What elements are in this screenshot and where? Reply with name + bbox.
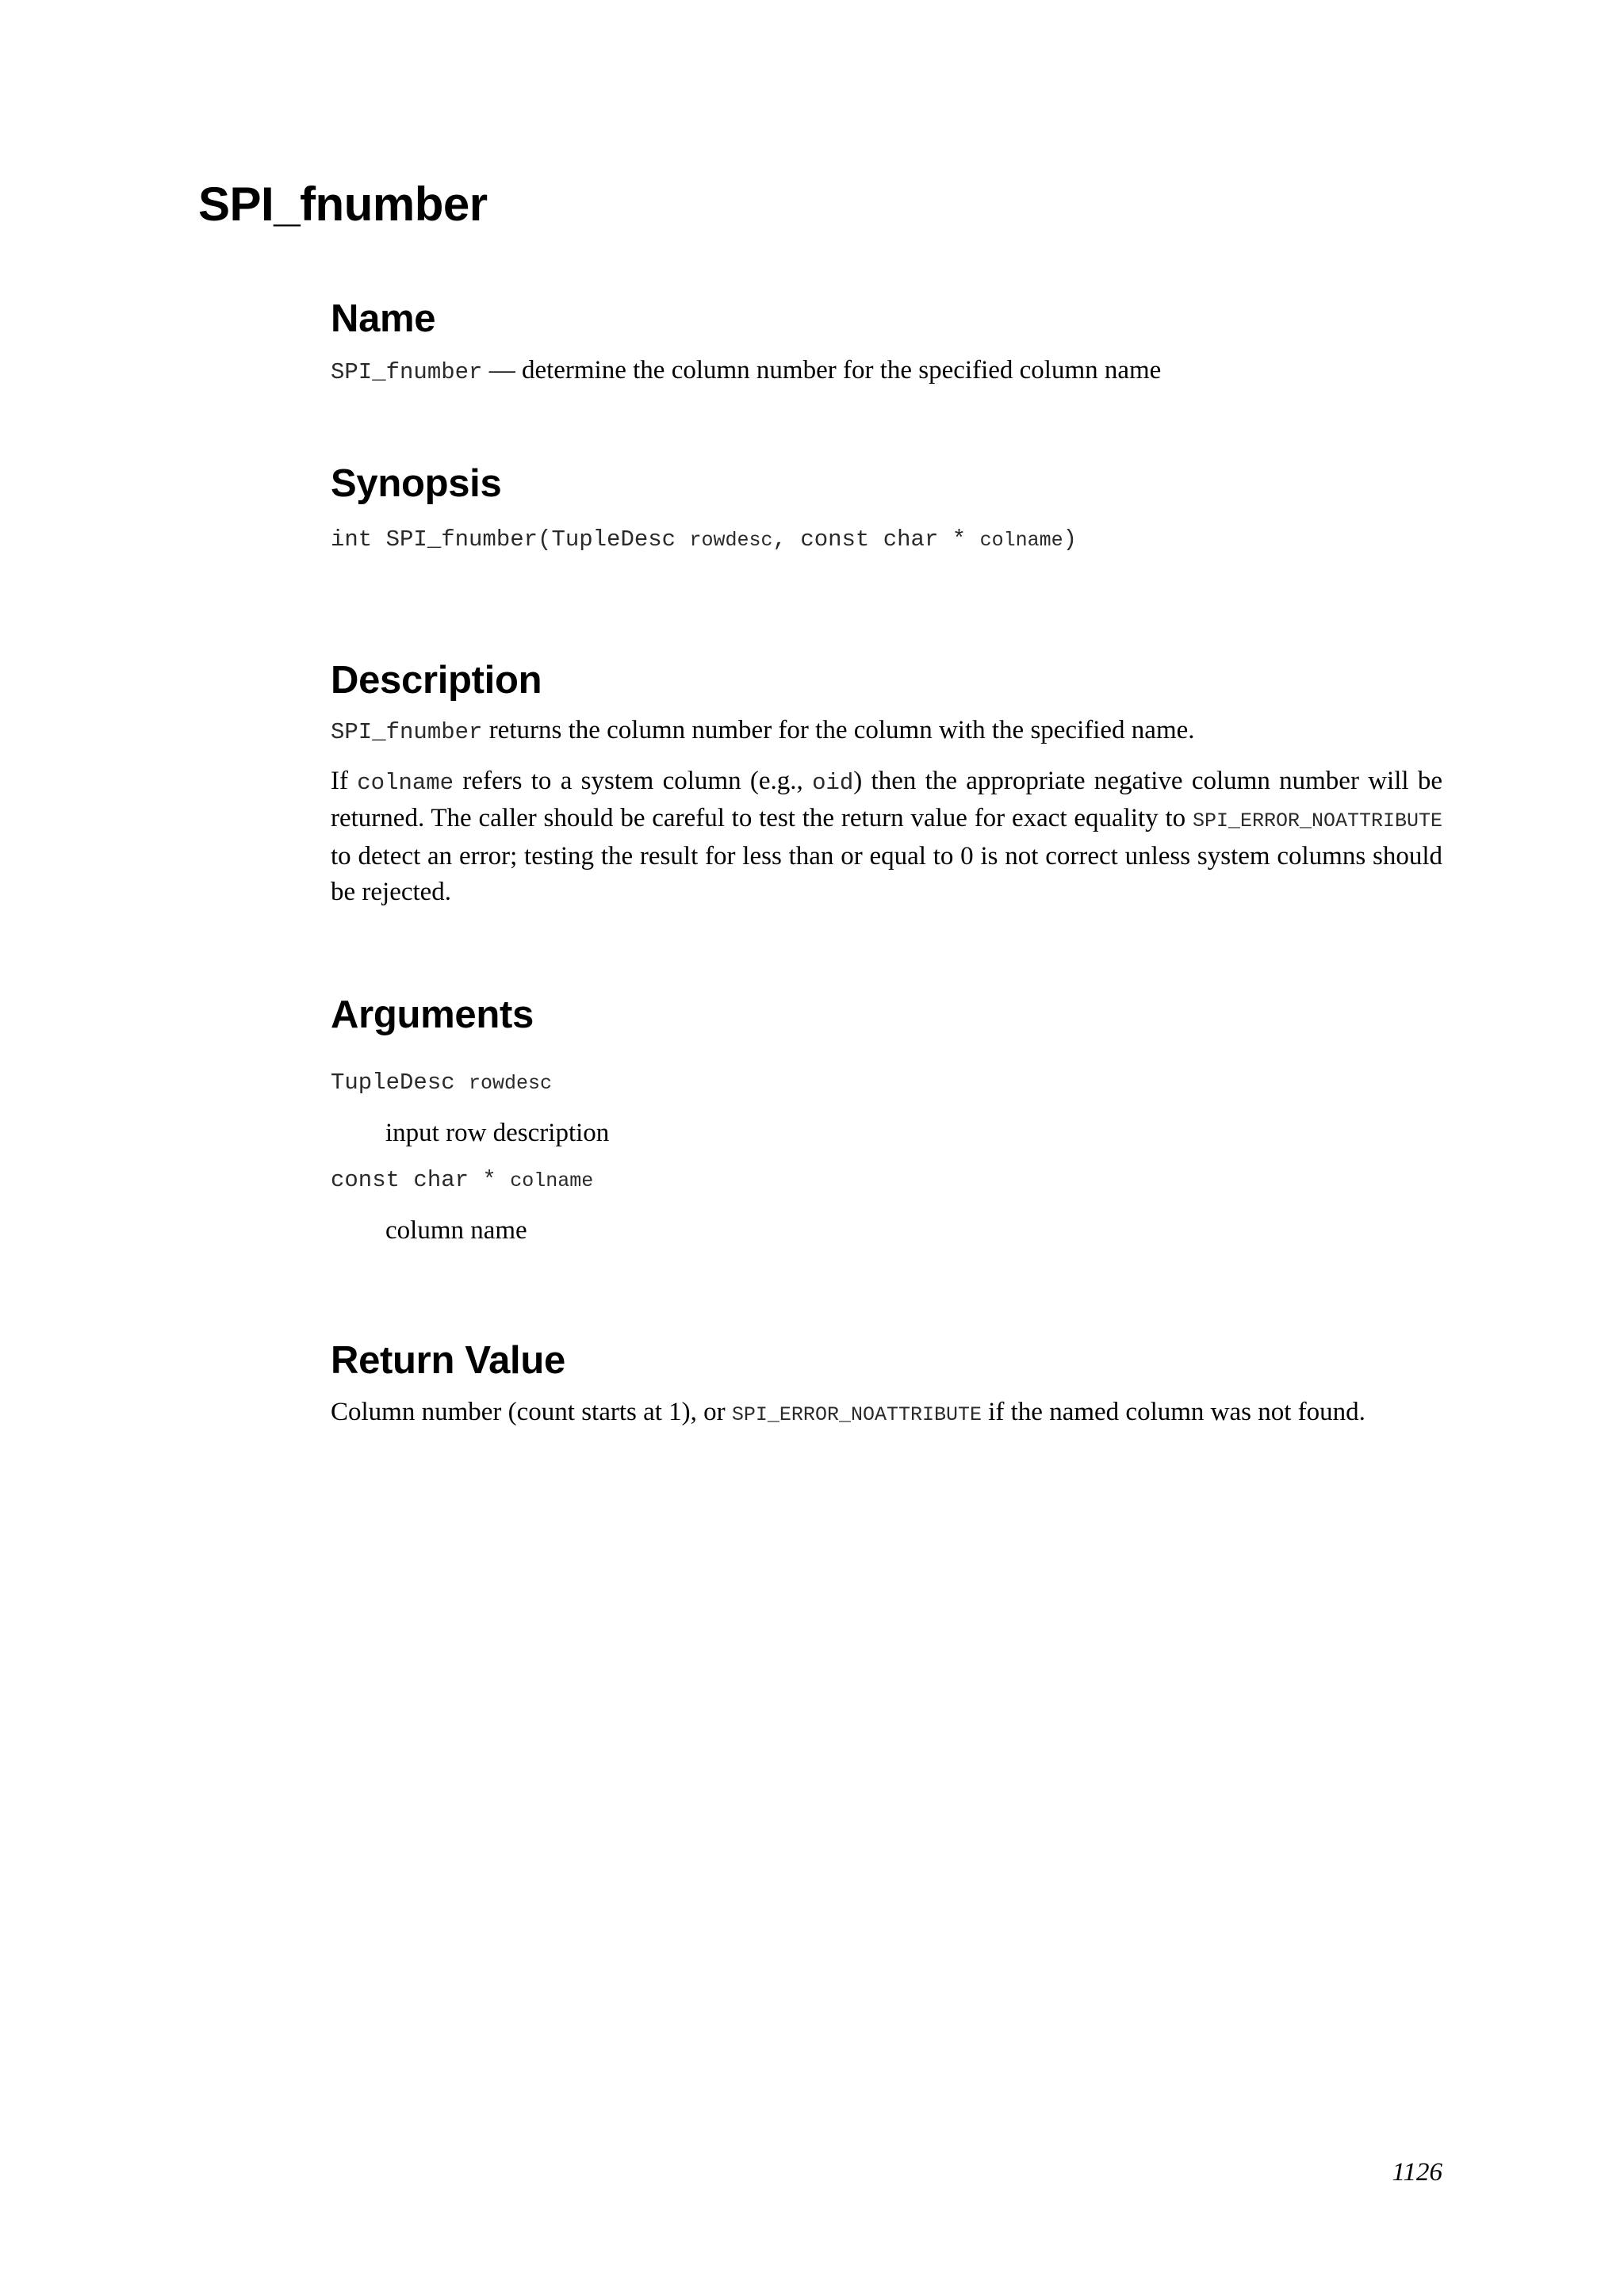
synopsis-param-rowdesc: rowdesc bbox=[689, 529, 773, 552]
arguments-section bbox=[331, 993, 1442, 1249]
description-section bbox=[331, 661, 1442, 910]
argument-type: const char * bbox=[331, 1167, 511, 1193]
argument-param: rowdesc bbox=[469, 1072, 553, 1095]
synopsis-param-colname: colname bbox=[979, 529, 1063, 552]
description-code-function: SPI_fnumber bbox=[331, 719, 483, 745]
page-number: 1126 bbox=[1392, 2158, 1442, 2187]
return-code-error: SPI_ERROR_NOATTRIBUTE bbox=[731, 1403, 982, 1426]
synopsis-heading: Synopsis bbox=[331, 462, 502, 505]
argument-param: colname bbox=[510, 1169, 594, 1192]
return-value-section bbox=[331, 1341, 1442, 1433]
name-function: SPI_fnumber bbox=[331, 359, 483, 385]
page-title: SPI_fnumber bbox=[198, 178, 488, 231]
description-text-2d: to detect an error; testing the result for less than or equal to 0 is not correct unless system columns should be rejected. bbox=[331, 842, 1442, 906]
description-paragraph-2 bbox=[331, 763, 1442, 910]
description-heading: Description bbox=[331, 659, 542, 702]
description-paragraph-1 bbox=[331, 713, 1442, 750]
description-code-colname: colname bbox=[357, 770, 454, 796]
name-section bbox=[331, 297, 1442, 390]
description-text-1: returns the column number for the column with the specified name. bbox=[482, 716, 1195, 744]
description-code-oid: oid bbox=[812, 770, 854, 796]
name-text: — determine the column number for the specified column name bbox=[482, 356, 1162, 385]
description-code-error: SPI_ERROR_NOATTRIBUTE bbox=[1192, 809, 1442, 832]
synopsis-signature bbox=[331, 524, 1442, 558]
argument-term-rowdesc bbox=[331, 1067, 1442, 1101]
arguments-heading: Arguments bbox=[331, 993, 534, 1036]
name-summary bbox=[331, 353, 1442, 390]
name-heading: Name bbox=[331, 297, 436, 340]
argument-term-colname bbox=[331, 1165, 1442, 1199]
return-value-paragraph bbox=[331, 1395, 1442, 1433]
description-text-2b: refers to a system column (e.g., bbox=[454, 767, 813, 795]
synopsis-prefix: int SPI_fnumber(TupleDesc bbox=[331, 526, 690, 553]
description-text-2c: ) then the appropriate negative column number will be returned. The caller should be careful to test the return value for exact equality to bbox=[331, 767, 1442, 832]
synopsis-suffix: ) bbox=[1063, 526, 1077, 553]
return-value-heading: Return Value bbox=[331, 1339, 565, 1382]
return-text-b: if the named column was not found. bbox=[981, 1398, 1365, 1426]
argument-type: TupleDesc bbox=[331, 1070, 469, 1096]
description-text-2a: If bbox=[331, 767, 358, 795]
synopsis-section bbox=[331, 462, 1442, 558]
synopsis-middle: , const char * bbox=[772, 526, 980, 553]
argument-description-rowdesc: input row description bbox=[385, 1119, 610, 1147]
return-text-a: Column number (count starts at 1), or bbox=[331, 1398, 732, 1426]
argument-description-colname: column name bbox=[385, 1216, 527, 1245]
